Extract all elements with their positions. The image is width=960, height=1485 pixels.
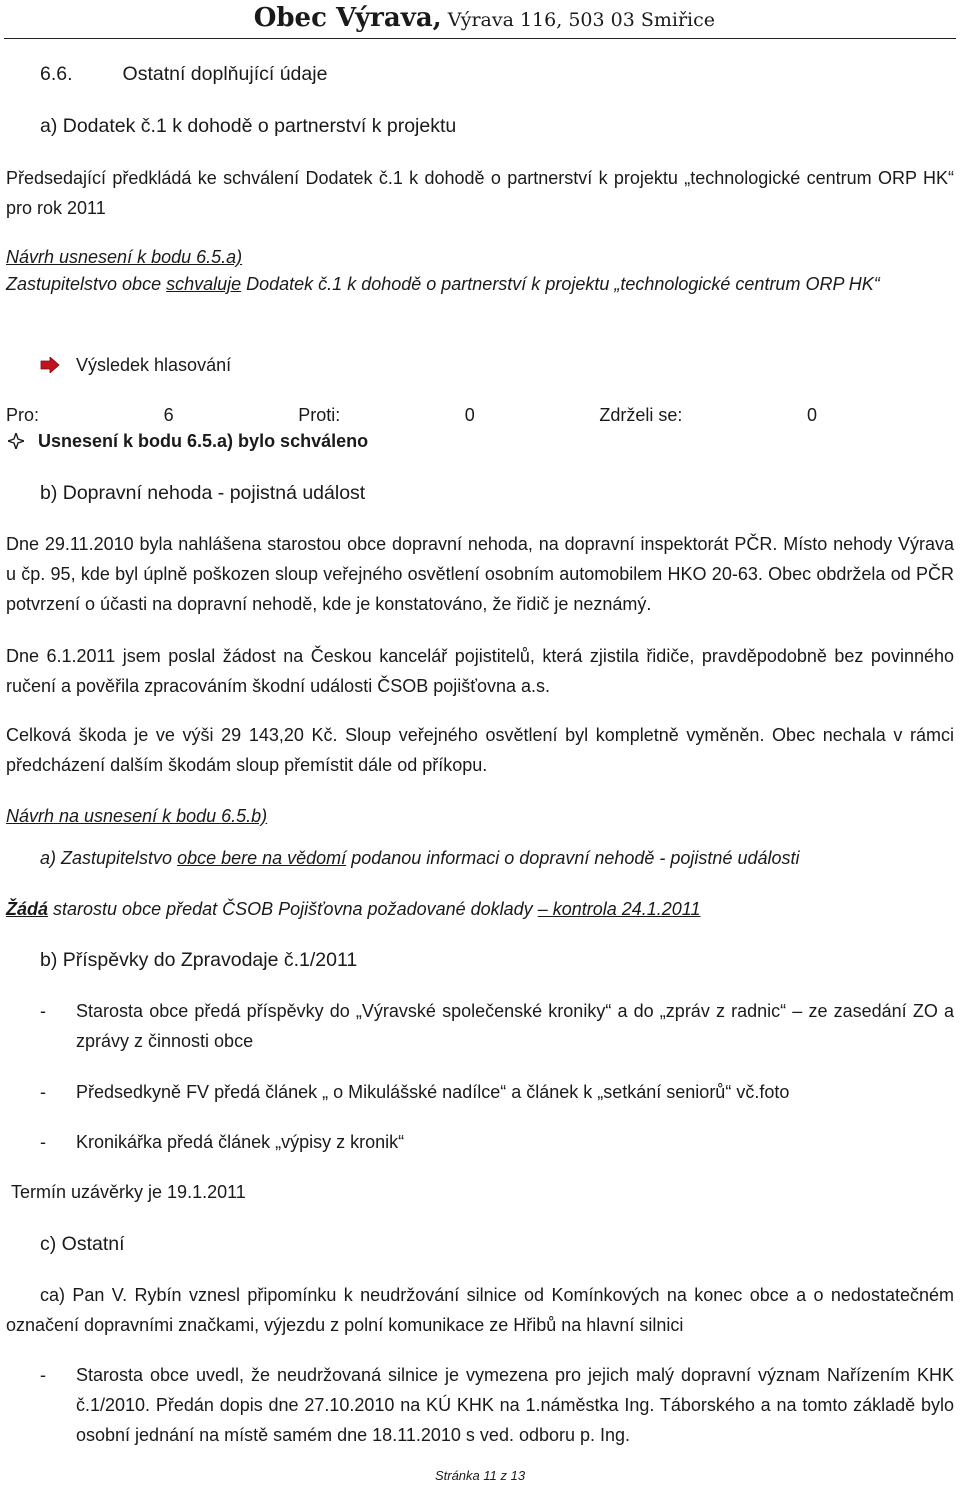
list-item [40, 1360, 954, 1450]
resolution-b-verb: obce bere na vědomí [177, 848, 347, 868]
vote-zdrzeli-value: 0 [806, 405, 817, 425]
list-dash: - [40, 1132, 46, 1152]
section-number: 6.6. [40, 63, 73, 85]
newsletter-deadline: Termín uzávěrky je 19.1.2011 [11, 1182, 246, 1202]
proposal-b-label: Návrh na usnesení k bodu 6.5.b) [6, 806, 268, 826]
municipality-address: Výrava 116, 503 03 Smiřice [441, 9, 715, 31]
list-item [40, 996, 954, 1056]
list-item-text: Předsedkyně FV předá článek „ o Mikulášské nadílce“ a článek k „setkání seniorů“ vč.foto [76, 1082, 790, 1102]
vote-result-label-row [40, 350, 960, 380]
page-header [0, 0, 960, 42]
resolution-a-verb: schvaluje [166, 274, 242, 294]
subsection-a-heading: a) Dodatek č.1 k dohodě o partnerství k projektu [40, 115, 457, 137]
vote-result-label: Výsledek hlasování [76, 355, 232, 375]
subsection-b-heading: b) Dopravní nehoda - pojistná událost [40, 482, 366, 504]
municipality-name: Obec Výrava, [253, 3, 442, 33]
resolution-b [40, 843, 960, 873]
accident-paragraph-3: Celková škoda je ve výši 29 143,20 Kč. Sloup veřejného osvětlení byl kompletně vyměněn. Obec nechala v rámci předcházení dalším škodám sloup přemístit dále od příkopu. [6, 725, 954, 775]
page-number: Stránka 11 z 13 [434, 1468, 526, 1483]
resolution-a [6, 269, 954, 299]
resolution-b-prefix: a) Zastupitelstvo [40, 848, 178, 868]
resolution-a-pre: Zastupitelstvo obce [6, 274, 167, 294]
header-text [254, 0, 715, 40]
vote-pro-label: Pro: [6, 405, 40, 425]
task-b-deadline: – kontrola 24.1.2011 [537, 899, 701, 919]
accident-paragraph-1: Dne 29.11.2010 byla nahlášena starostou obce dopravní nehoda, na dopravní inspektorát PČR. Místo nehody Výrava u čp. 95, kde byl úplně poškozen sloup veřejného osvětlení osobním automobilem HKO 20-63. Obec obdržela od PČR potvrzení o účasti na dopravní nehodě, kde je konstatováno, že řidič je neznámý. [6, 534, 954, 614]
list-item-text: Starosta obce uvedl, že neudržovaná silnice je vymezena pro jejich malý dopravní význam Nařízením KHK č.1/2010. Předán dopis dne 27.10.2010 na KÚ KHK na 1.náměstka Ing. Táborského a na tomto základě bylo osobní jednání na místě samém dne 18.11.2010 s ved. odboru p. Ing. [76, 1365, 954, 1445]
vote-zdrzeli-label: Zdrželi se: [599, 405, 683, 425]
task-b [6, 894, 954, 924]
subsection-a-intro: Předsedající předkládá ke schválení Dodatek č.1 k dohodě o partnerství k projektu „technologické centrum ORP HK“ pro rok 2011 [6, 168, 954, 218]
task-b-verb: Žádá [6, 899, 49, 919]
resolution-a-result [8, 426, 956, 456]
resolution-b-post: podanou informaci o dopravní nehodě - pojistné události [346, 848, 800, 868]
task-b-text: starostu obce předat ČSOB Pojišťovna požadované doklady [48, 899, 538, 919]
list-item-text: Kronikářka předá článek „výpisy z kronik“ [76, 1132, 405, 1152]
list-dash: - [40, 1082, 46, 1102]
accident-paragraph-2: Dne 6.1.2011 jsem poslal žádost na Českou kancelář pojistitelů, která zjistila řidiče, pravděpodobně bez povinného ručení a pověřila zpracováním škodní události ČSOB pojišťovna a.s. [6, 646, 954, 696]
arrow-right-icon [40, 357, 60, 373]
vote-pro-value: 6 [163, 405, 174, 425]
diamond-bullet-icon [8, 433, 24, 449]
vote-proti-value: 0 [464, 405, 475, 425]
resolution-a-result-text: Usnesení k bodu 6.5.a) bylo schváleno [38, 431, 369, 451]
vote-proti-label: Proti: [298, 405, 341, 425]
list-item [40, 1077, 954, 1107]
section-heading [40, 59, 960, 89]
list-dash: - [40, 1365, 46, 1385]
list-item [40, 1127, 954, 1157]
header-divider [4, 38, 956, 39]
subsection-newsletter-heading: b) Příspěvky do Zpravodaje č.1/2011 [40, 949, 358, 971]
section-title: Ostatní doplňující údaje [122, 63, 328, 85]
remark-ca [6, 1280, 954, 1340]
list-item-text: Starosta obce předá příspěvky do „Výravské společenské kroniky“ a do „zpráv z radnic“ – ze zasedání ZO a zprávy z činnosti obce [76, 1001, 954, 1051]
resolution-a-post: Dodatek č.1 k dohodě o partnerství k projektu „technologické centrum ORP HK“ [241, 274, 880, 294]
subsection-c-heading: c) Ostatní [40, 1233, 125, 1255]
remark-ca-text: ca) Pan V. Rybín vznesl připomínku k neudržování silnice od Komínkových na konec obce a o nedostatečném označení dopravními značkami, výjezdu z polní komunikace ze Hřibů na hlavní silnici [6, 1285, 954, 1335]
list-dash: - [40, 1001, 46, 1021]
proposal-a-label: Návrh usnesení k bodu 6.5.a) [6, 247, 243, 267]
